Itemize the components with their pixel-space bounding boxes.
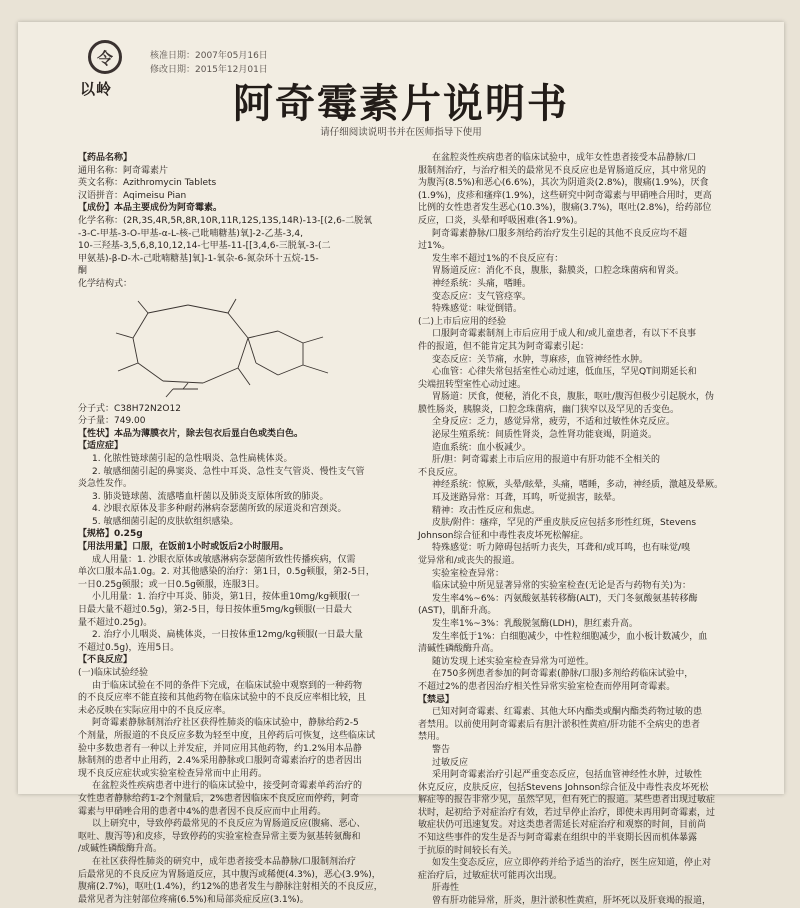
text-line: 肝毒性 [432,883,460,894]
text-line: 在盆腔炎性疾病患者的临床试验中，成年女性患者接受本品静脉/口 [432,153,697,163]
text-line: 一日0.25g顿服；或一日0.5g顿服，连服3日。 [78,579,265,590]
section-heading: 【规格】0.25g [78,529,143,540]
text-line: 10-三羟基-3,5,6,8,10,12,14-七甲基-11-[[3,4,6-三脱氧-3-(二 [78,241,331,252]
text-line: 的不良反应率不能直接和其他药物在临床试验中的不良反应率相比较，且 [78,693,367,704]
text-line: 在盆腔炎性疾病患者中进行的临床试验中，接受阿奇霉素单药治疗的 [92,781,363,792]
section-heading: 【成份】本品主要成份为阿奇霉素。 [78,203,223,214]
text-line: 不超过0.5g)，连用5日。 [78,642,180,653]
text-line: 变态反应：支气管痉挛。 [432,291,532,302]
text-line: 已知对阿奇霉素、红霉素、其他大环内酯类或酮内酯类药物过敏的患 [432,707,703,718]
text-line: 者禁用。以前使用阿奇霉素后有胆汁淤积性黄疸/肝功能不全病史的患者 [418,719,701,730]
text-line: 特殊感觉：味觉倒错。 [432,304,523,315]
text-line: 不超过2%的患者因治疗相关性异常实验室检查而停用阿奇霉素。 [418,681,676,692]
text-line: 在750多例患者参加的阿奇霉素(静脉/口服)多剂给药临床试验中， [432,669,694,680]
document-subtitle: 请仔细阅读说明书并在医师指导下使用 [320,127,482,138]
text-line: 服制剂治疗，与治疗相关的最常见不良反应也是胃肠道反应，其中常见的 [418,165,707,176]
text-line: 耳及迷路异常：耳聋，耳鸣，听觉损害，眩晕。 [432,493,622,504]
text-line: 甲氨基)-β-D-木-己吡喃糖基]氧]-1-氧杂-6-氮杂环十五烷-15- [78,253,319,264]
text-line: 解症等的报告非常少见，虽然罕见，但有死亡的报道。某些患者出现过敏症 [418,795,716,806]
text-line: 腹痛(2.7%)，呕吐(1.4%)，约12%的患者发生与静脉注射相关的不良反应， [78,882,383,893]
text-line: (1.9%)，皮疹和瘙痒(1.9%)，这些研究中阿奇霉素与甲硝唑合用时，更高 [418,190,712,201]
text-line: 最常见者为注射部位疼痛(6.5%)和局部炎症反应(3.1%)。 [78,894,309,905]
text-line: 休克反应，皮肤反应，包括Stevens Johnson综合征及中毒性表皮坏死松 [418,782,709,793]
section-heading: 【用法用量】口服，在饭前1小时或饭后2小时服用。 [78,542,289,553]
text-line: 成人用量：1. 沙眼衣原体或敏感淋病奈瑟菌所致性传播疾病，仅需 [92,554,356,565]
text-line: 量不超过0.25g)。 [78,617,153,628]
text-line: 分子量：749.00 [78,416,146,427]
text-line: 状时，起初给予对症治疗有效，若过早停止治疗，即使未再用阿奇霉素，过 [418,807,716,818]
text-line: 胃肠道：厌食，便秘，消化不良，腹胀，呕吐/腹泻但极少引起脱水，伪 [432,392,715,403]
text-line: (一)临床试验经验 [78,668,149,678]
document-title: 阿奇霉素片说明书 [233,81,569,127]
text-line: 精神：攻击性反应和焦虑。 [432,505,541,516]
text-line: 霉素与甲硝唑合用的患者中4%的患者因不良反应而中止用药。 [78,806,327,817]
text-line: 件的报道，但不能肯定其为阿奇霉素引起： [418,341,590,352]
text-line: 5. 敏感细菌引起的皮肤软组织感染。 [92,516,239,527]
text-line: 造血系统：血小板减少。 [432,442,532,453]
text-line: 未必反映在实际应用中的不良反应率。 [78,705,232,716]
text-line: 个剂量，所报道的不良反应多数为轻至中度，且停药后可恢复，这些临床试 [78,730,376,741]
text-line: 随访发现上述实验室检查异常为可逆性。 [432,656,595,667]
text-line: 汉语拼音：Aqimeisu Pian [78,190,187,201]
text-line: 为腹泻(8.5%)和恶心(6.6%)，其次为阴道炎(2.8%)，腹痛(1.9%)，厌食 [418,178,709,189]
section-heading: 【禁忌】 [418,694,455,705]
text-line: 实验室检查异常： [432,568,505,579]
text-line: 尖端扭转型室性心动过速。 [418,379,527,390]
text-line: 清碱性磷酸酶升高。 [418,644,500,655]
logo-text: 以岭 [80,80,113,98]
text-line: 过敏反应 [432,757,469,768]
section-heading: 【药品名称】 [78,153,133,163]
text-line: 皮肤/附件：瘙痒，罕见的严重皮肤反应包括多形性红斑，Stevens [432,518,697,529]
text-line: 现不良反应症状或实验室检查异常而中止用药。 [78,768,268,779]
text-line: 呕吐、腹泻等)和皮疹，导致停药的实验室检查异常主要为氨基转氨酶和 [78,831,361,842]
text-line: (AST)，肌酐升高。 [418,606,497,617]
text-line: 于抗原的时间较长有关。 [418,845,518,856]
text-line: 发生率低于1%：白细胞减少，中性粒细胞减少，血小板计数减少，血 [432,631,708,642]
text-line: 变态反应：关节痛，水肿，荨麻疹，血管神经性水肿。 [432,354,649,365]
text-line: 膜性肠炎，胰腺炎，口腔念珠菌病，幽门狭窄以及罕见的舌变色。 [418,404,680,415]
text-line: 觉异常和/或丧失的报道。 [418,556,521,566]
text-line: 如发生变态反应，应立即停药并给予适当的治疗，医生应知道，停止对 [432,858,712,869]
text-line: 1. 化脓性链球菌引起的急性咽炎、急性扁桃体炎。 [92,453,293,464]
text-line: 4. 沙眼衣原体及非多种耐药淋病奈瑟菌所致的尿道炎和宫颈炎。 [92,504,347,515]
text-line: 症治疗后，过敏症状可能再次出现。 [418,870,563,881]
text-line: 不良反应。 [418,467,464,478]
text-line: 阿奇霉素静脉/口服多剂给药治疗发生引起的其他不良反应均不超 [432,228,688,239]
text-line: -3-C-甲基-3-O-甲基-α-L-核-己吡喃糖基)氧]-2-乙基-3,4, [78,228,304,239]
text-line: 英文名称：Azithromycin Tablets [78,178,217,189]
text-line: 2. 治疗小儿咽炎、扁桃体炎，一日按体重12mg/kg顿服(一日最大量 [92,630,363,641]
text-line: 由于临床试验在不同的条件下完成，在临床试验中观察到的一种药物 [92,680,363,691]
text-line: 临床试验中所见显著异常的实验室检查(无论是否与药物有关)为： [432,581,692,592]
text-line: 心血管：心律失常包括室性心动过速，低血压，罕见QT间期延长和 [432,367,697,378]
text-line: 小儿用量：1. 治疗中耳炎、肺炎，第1日，按体重10mg/kg顿服(一 [92,592,360,603]
section-heading: 【性状】本品为薄膜衣片，除去包衣后显白色或类白色。 [78,428,304,439]
text-line: 敏症状仍可迅速复发。对这类患者需延长对症治疗和观察的时间，目前尚 [418,820,707,831]
text-line: 通用名称：阿奇霉素片 [78,165,169,176]
approval-date: 核准日期：2007年05月16日 [150,51,268,61]
text-line: 肝/胆：阿奇霉素上市后应用的报道中有肝功能不全相关的 [432,455,661,466]
text-line: /或碱性磷酸酶升高。 [78,844,163,855]
text-line: 验中多数患者有一种以上并发症，并同应用其他药物，约1.2%用本品静 [78,743,362,754]
text-line: 比例的女性患者发生恶心(10.3%)，腹痛(3.7%)，呕吐(2.8%)，给药部位 [418,203,712,214]
text-line: 曾有肝功能异常，肝炎，胆汁淤积性黄疸，肝坏死以及肝衰竭的报道， [432,896,712,907]
text-line: 化学名称：(2R,3S,4R,5R,8R,10R,11R,12S,13S,14R)-13-[(2,6-二脱氧 [78,215,373,226]
text-line: 胃肠道反应：消化不良，腹胀，黏膜炎，口腔念珠菌病和胃炎。 [432,266,685,277]
left-column [78,152,404,906]
text-line: 单次口服本品1.0g。2. 对其他感染的治疗：第1日，0.5g顿服，第2-5日， [78,567,375,578]
right-column [418,152,744,908]
text-line: 分子式：C38H72N2O12 [78,403,181,414]
chemical-structure-diagram [78,293,378,399]
text-line: 阿奇霉素静脉制剂治疗社区获得性肺炎的临床试验中，静脉给药2-5 [92,718,359,729]
text-line: 不知这些事件的发生是否与阿奇霉素在组织中的半衰期长因而机体暴露 [418,833,698,844]
text-line: (二)上市后应用的经验 [418,316,507,327]
revision-date: 修改日期：2015年12月01日 [150,65,268,75]
text-line: 全身反应：乏力，感觉异常，疲劳，不适和过敏性休克反应。 [432,417,676,428]
text-line: 发生率1%~3%：乳酸脱氢酶(LDH)，胆红素升高。 [432,618,638,629]
text-line: 神经系统：惊厥，头晕/眩晕，头痛，嗜睡，多动，神经质，激越及晕厥。 [432,480,724,491]
chemical-structure [78,293,378,399]
leaflet-page [18,22,784,907]
text-line: 警告 [432,744,451,755]
text-line: 化学结构式： [78,278,133,289]
text-line: Johnson综合征和中毒性表皮坏死松解症。 [418,530,589,541]
text-line: 2. 敏感细菌引起的鼻窦炎、急性中耳炎、急性支气管炎、慢性支气管 [92,466,365,477]
text-line: 女性患者静脉给药1-2个剂量后，2%患者因临床不良反应而停药，阿奇 [78,793,359,804]
text-line: 以上研究中，导致停药最常见的不良反应为胃肠道反应(腹痛、恶心、 [92,819,366,830]
text-line: 后最常见的不良反应为胃肠道反应，其中腹泻或稀便(4.3%)，恶心(3.9%)， [78,869,381,880]
text-line: 过1%。 [418,241,451,252]
section-heading: 【适应症】 [78,441,124,452]
section-heading: 【不良反应】 [78,655,133,666]
text-line: 口服阿奇霉素制剂上市后应用于成人和/或儿童患者，有以下不良事 [432,329,697,340]
text-line: 发生率不超过1%的不良反应有： [432,253,564,264]
text-line: 3. 肺炎链球菌、流感嗜血杆菌以及肺炎支原体所致的肺炎。 [92,491,329,502]
text-line: 禁用。 [418,732,446,743]
text-line: 发生率4%~6%：丙氨酸氨基转移酶(ALT)，天门冬氨酸氨基转移酶 [432,593,698,604]
text-line: 酮 [78,266,88,277]
text-line: 反应，口炎，头晕和呼吸困难(各1.9%)。 [418,215,583,226]
text-line: 在社区获得性肺炎的研究中，成年患者接受本品静脉/口服制剂治疗 [92,856,357,867]
text-line: 泌尿生殖系统：间质性肾炎，急性肾功能衰竭，阴道炎。 [432,430,658,441]
logo-emblem-icon: 令 [88,40,122,74]
text-line: 神经系统：头痛，嗜睡。 [432,278,532,289]
text-line: 采用阿奇霉素治疗引起严重变态反应，包括血管神经性水肿，过敏性 [432,770,703,781]
text-line: 炎急性发作。 [78,479,133,490]
text-line: 特殊感觉：听力障碍包括听力丧失，耳聋和/或耳鸣，也有味觉/嗅 [432,543,691,554]
text-line: 日最大量不超过0.5g)，第2-5日，每日按体重5mg/kg顿服(一日最大 [78,605,352,616]
text-line: 脉制剂的患者中止用药，2.4%采用静脉或口服阿奇霉素治疗的患者因出 [78,756,362,767]
